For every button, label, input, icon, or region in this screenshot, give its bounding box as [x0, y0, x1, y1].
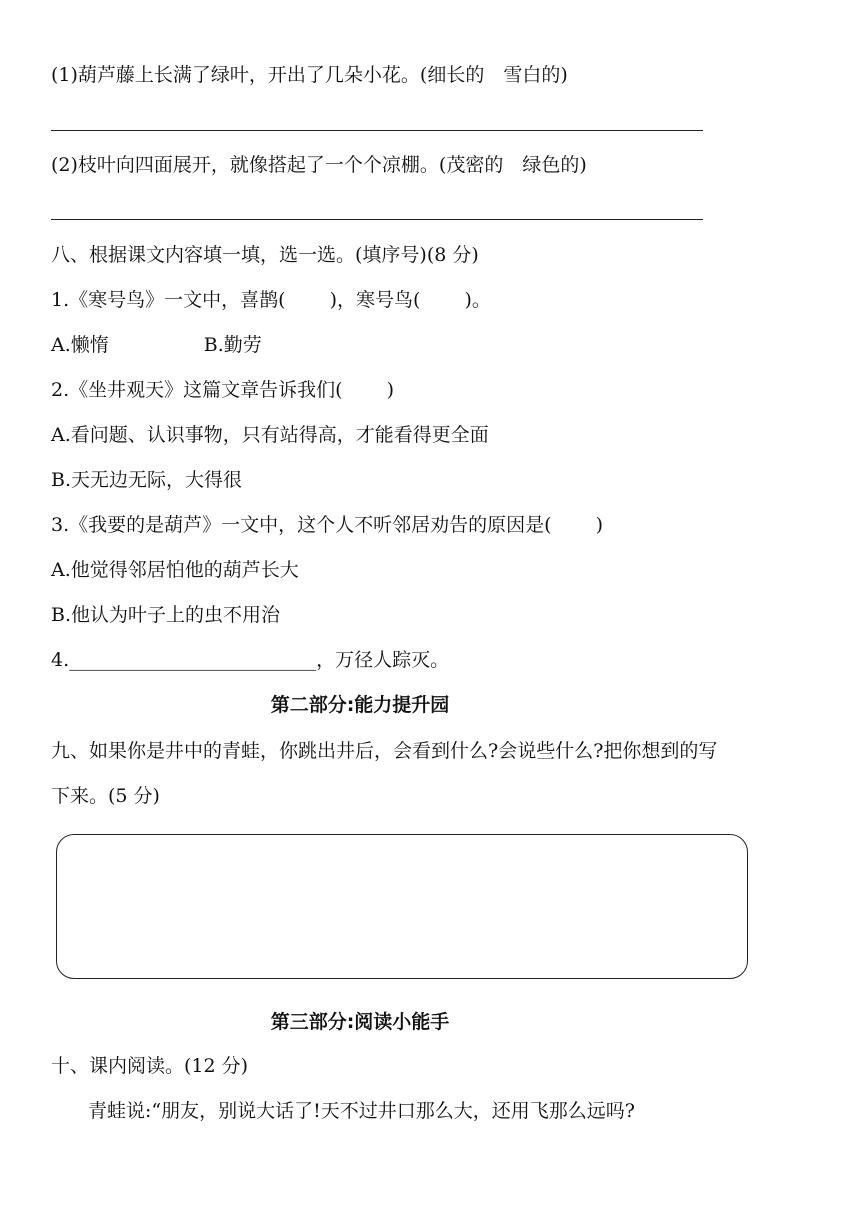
q9-prompt-line-2: 下来。(5 分): [51, 785, 160, 807]
q8-sub-3: 3.《我要的是葫芦》一文中，这个人不听邻居劝告的原因是( ): [51, 514, 603, 536]
q8-heading: 八、根据课文内容填一填，选一选。(填序号)(8 分): [51, 244, 479, 266]
answer-line-2[interactable]: [51, 219, 703, 220]
q8-sub-2-option-b: B.天无边无际，大得很: [51, 469, 243, 491]
q9-prompt-line-1: 九、如果你是井中的青蛙，你跳出井后，会看到什么?会说些什么?把你想到的写: [51, 740, 718, 762]
q7-item-2: (2)枝叶向四面展开，就像搭起了一个个凉棚。(茂密的 绿色的): [51, 154, 587, 176]
q7-item-1: (1)葫芦藤上长满了绿叶，开出了几朵小花。(细长的 雪白的): [51, 64, 568, 86]
part2-title: 第二部分:能力提升园: [270, 694, 450, 716]
q9-answer-box[interactable]: [56, 834, 748, 979]
q8-sub-2-option-a: A.看问题、认识事物，只有站得高，才能看得更全面: [51, 424, 489, 446]
q8-sub-3-option-b: B.他认为叶子上的虫不用治: [51, 604, 281, 626]
q8-sub-2: 2.《坐井观天》这篇文章告诉我们( ): [51, 379, 394, 401]
reading-passage-line: 青蛙说:“朋友，别说大话了!天不过井口那么大，还用飞那么远吗?: [88, 1100, 635, 1122]
q8-sub-1-options: A.懒惰 B.勤劳: [51, 334, 262, 356]
part3-title: 第三部分:阅读小能手: [270, 1011, 450, 1033]
answer-line-1[interactable]: [51, 130, 703, 131]
q8-sub-1: 1.《寒号鸟》一文中，喜鹊( )，寒号鸟( )。: [51, 289, 491, 311]
q10-heading: 十、课内阅读。(12 分): [51, 1055, 249, 1077]
q8-sub-3-option-a: A.他觉得邻居怕他的葫芦长大: [51, 559, 299, 581]
q8-sub-4: 4.__________________________，万径人踪灭。: [51, 649, 450, 671]
